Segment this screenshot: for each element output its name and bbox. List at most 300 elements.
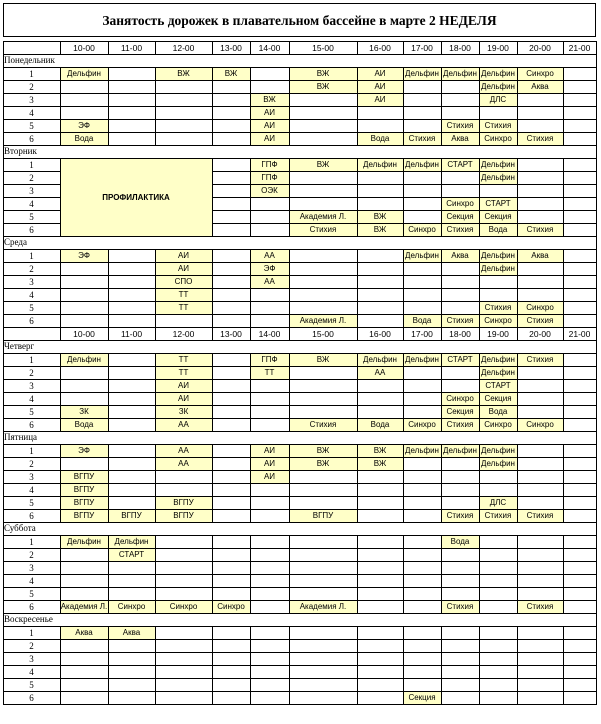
booking-cell[interactable]: Стихия	[526, 316, 554, 325]
time-header: 20-00	[529, 42, 551, 53]
grid-line-v	[441, 626, 442, 705]
booking-cell[interactable]: Аква	[451, 251, 469, 260]
booking-cell[interactable]: Дельфин	[481, 459, 515, 468]
booking-cell[interactable]: Синхро	[526, 69, 554, 78]
booking-cell[interactable]: Академия Л.	[60, 602, 108, 611]
booking-cell[interactable]: АА	[374, 368, 386, 377]
booking-cell[interactable]: АИ	[177, 381, 190, 390]
grid-line-h	[3, 496, 596, 497]
booking-cell[interactable]: Академия Л.	[299, 316, 347, 325]
grid-line-v	[250, 158, 251, 237]
booking-cell[interactable]: Синхро	[446, 394, 474, 403]
booking-cell[interactable]: Вода	[450, 537, 470, 546]
grid-line-v	[479, 444, 480, 523]
booking-cell[interactable]: ВЖ	[316, 355, 330, 364]
booking-cell[interactable]: Стихия	[484, 121, 512, 130]
booking-cell[interactable]: Стихия	[446, 121, 474, 130]
grid-line-h	[3, 67, 596, 68]
grid-line-v	[289, 444, 290, 523]
grid-line-v	[563, 444, 564, 523]
booking-cell[interactable]: Дельфин	[481, 173, 515, 182]
booking-cell[interactable]: АА	[178, 459, 189, 468]
grid-line-v	[441, 158, 442, 237]
booking-cell[interactable]: ГПФ	[261, 355, 278, 364]
time-header: 21-00	[568, 328, 591, 339]
booking-cell[interactable]: Стихия	[484, 303, 512, 312]
grid-line-h	[3, 184, 60, 185]
booking-cell[interactable]: Стихия	[446, 511, 474, 520]
booking-cell[interactable]: Дельфин	[443, 446, 477, 455]
grid-line-v	[596, 41, 597, 705]
lane-number: 5	[29, 406, 34, 417]
booking-cell[interactable]: Секция	[446, 407, 474, 416]
booking-cell[interactable]: Стихия	[446, 602, 474, 611]
grid-line-h	[3, 41, 596, 42]
booking-cell[interactable]: АИ	[374, 95, 386, 104]
grid-line-v	[403, 41, 404, 55]
booking-cell[interactable]: Дельфин	[481, 355, 515, 364]
booking-cell[interactable]: Синхро	[484, 316, 512, 325]
grid-line-v	[250, 353, 251, 432]
time-header: 12-00	[172, 42, 195, 53]
grid-line-v	[108, 535, 109, 614]
grid-line-v	[212, 626, 213, 705]
time-header: 15-00	[312, 328, 334, 339]
grid-line-v	[3, 41, 4, 705]
booking-cell[interactable]: ВЖ	[373, 212, 387, 221]
grid-line-h	[3, 327, 596, 328]
lane-number: 2	[29, 172, 34, 183]
grid-line-v	[563, 158, 564, 237]
booking-cell[interactable]: Дельфин	[481, 251, 515, 260]
grid-line-h	[3, 145, 596, 146]
booking-cell[interactable]: АИ	[177, 251, 190, 260]
booking-cell[interactable]: ВГПУ	[173, 511, 194, 520]
grid-line-v	[155, 535, 156, 614]
booking-cell[interactable]: АИ	[263, 108, 276, 117]
grid-line-h	[3, 535, 596, 536]
booking-cell[interactable]: ВГПУ	[121, 511, 142, 520]
grid-line-v	[441, 41, 442, 55]
booking-cell[interactable]: Стихия	[526, 225, 554, 234]
grid-line-h	[3, 379, 596, 380]
booking-cell[interactable]: Вода	[74, 134, 94, 143]
maintenance-block[interactable]: ПРОФИЛАКТИКА	[102, 192, 170, 202]
grid-line-v	[108, 249, 109, 341]
grid-line-v	[563, 67, 564, 146]
booking-cell[interactable]: Дельфин	[481, 446, 515, 455]
time-header: 19-00	[487, 328, 509, 339]
time-header: 15-00	[312, 42, 334, 53]
booking-cell[interactable]: Дельфин	[481, 69, 515, 78]
booking-cell[interactable]: Синхро	[217, 602, 245, 611]
day-label: Четверг	[4, 341, 35, 351]
booking-cell[interactable]: Стихия	[309, 225, 337, 234]
grid-line-v	[441, 249, 442, 341]
day-label: Среда	[4, 237, 27, 247]
booking-cell[interactable]: Вода	[370, 420, 390, 429]
booking-cell[interactable]: Синхро	[526, 303, 554, 312]
grid-line-v	[357, 626, 358, 705]
grid-line-h	[3, 405, 596, 406]
grid-line-h	[3, 197, 60, 198]
booking-cell[interactable]: Синхро	[408, 420, 436, 429]
time-header: 21-00	[568, 42, 591, 53]
booking-cell[interactable]: Вода	[74, 420, 94, 429]
grid-line-v	[212, 249, 213, 341]
booking-cell[interactable]: Синхро	[408, 225, 436, 234]
grid-line-v	[479, 535, 480, 614]
grid-line-v	[60, 444, 61, 523]
lane-number: 1	[29, 250, 34, 261]
grid-line-h	[3, 353, 596, 354]
grid-line-v	[212, 444, 213, 523]
booking-cell[interactable]: ВЖ	[373, 459, 387, 468]
time-header: 12-00	[172, 328, 195, 339]
lane-number: 3	[29, 380, 34, 391]
lane-number: 6	[29, 601, 34, 612]
booking-cell[interactable]: Дельфин	[363, 355, 397, 364]
grid-line-v	[155, 249, 156, 341]
grid-line-v	[403, 67, 404, 146]
booking-cell[interactable]: ВГПУ	[312, 511, 334, 520]
booking-cell[interactable]: Секция	[484, 394, 512, 403]
day-label: Суббота	[4, 523, 36, 533]
grid-line-v	[563, 249, 564, 341]
booking-cell[interactable]: СТАРТ	[485, 381, 511, 390]
lane-number: 5	[29, 497, 34, 508]
grid-line-h	[3, 626, 596, 627]
grid-line-v	[517, 67, 518, 146]
booking-cell[interactable]: Стихия	[526, 355, 554, 364]
grid-line-v	[357, 444, 358, 523]
grid-line-v	[60, 67, 61, 146]
booking-cell[interactable]: ЭФ	[78, 251, 90, 260]
booking-cell[interactable]: Вода	[412, 316, 432, 325]
grid-line-h	[3, 119, 596, 120]
lane-number: 6	[29, 692, 34, 703]
booking-cell[interactable]: Синхро	[484, 420, 512, 429]
grid-line-v	[403, 353, 404, 432]
lane-number: 6	[29, 315, 34, 326]
time-header: 17-00	[411, 42, 433, 53]
grid-line-h	[3, 704, 596, 705]
booking-cell[interactable]: Стихия	[526, 511, 554, 520]
booking-cell[interactable]: Дельфин	[481, 82, 515, 91]
booking-cell[interactable]: Стихия	[526, 602, 554, 611]
grid-line-h	[3, 210, 60, 211]
time-header: 14-00	[258, 42, 281, 53]
grid-line-v	[289, 249, 290, 341]
booking-cell[interactable]: АА	[264, 277, 275, 286]
grid-line-h	[3, 470, 596, 471]
booking-cell[interactable]: ВЖ	[316, 446, 330, 455]
booking-cell[interactable]: АИ	[374, 69, 386, 78]
booking-cell[interactable]: АА	[178, 420, 189, 429]
booking-cell[interactable]: ЗК	[178, 407, 189, 416]
booking-cell[interactable]: ВГПУ	[73, 485, 95, 494]
lane-number: 6	[29, 133, 34, 144]
booking-cell[interactable]: ВГПУ	[73, 511, 95, 520]
grid-line-v	[403, 249, 404, 341]
grid-line-h	[3, 80, 596, 81]
booking-cell[interactable]: Вода	[370, 134, 390, 143]
time-header: 16-00	[369, 42, 391, 53]
booking-cell[interactable]: АА	[264, 251, 275, 260]
booking-cell[interactable]: ЭФ	[78, 121, 90, 130]
booking-cell[interactable]: Стихия	[408, 134, 436, 143]
booking-cell[interactable]: АИ	[177, 394, 190, 403]
booking-cell[interactable]: ВЖ	[224, 69, 238, 78]
day-label: Воскресенье	[4, 614, 53, 624]
time-header: 11-00	[120, 42, 143, 53]
grid-line-v	[212, 353, 213, 432]
grid-line-h	[3, 431, 596, 432]
grid-line-h	[3, 639, 596, 640]
booking-cell[interactable]: ВЖ	[263, 95, 276, 104]
grid-line-v	[357, 249, 358, 341]
grid-line-v	[250, 249, 251, 341]
grid-line-v	[155, 444, 156, 523]
grid-line-h	[3, 509, 596, 510]
grid-line-h	[3, 574, 596, 575]
booking-cell[interactable]: Дельфин	[363, 160, 397, 169]
grid-line-h	[3, 457, 596, 458]
grid-line-h	[3, 444, 596, 445]
booking-cell[interactable]: ВГПУ	[73, 472, 95, 481]
booking-cell[interactable]: ВГПУ	[173, 498, 194, 507]
booking-cell[interactable]: Аква	[122, 628, 141, 637]
grid-line-v	[108, 353, 109, 432]
lane-number: 4	[29, 107, 34, 118]
booking-cell[interactable]: АИ	[263, 472, 276, 481]
booking-cell[interactable]: ГПФ	[261, 173, 278, 182]
lane-number: 3	[29, 185, 34, 196]
grid-line-v	[517, 158, 518, 237]
lane-number: 3	[29, 471, 34, 482]
grid-line-h	[3, 548, 596, 549]
grid-line-h	[3, 223, 60, 224]
booking-cell[interactable]: СПО	[174, 277, 193, 286]
lane-number: 5	[29, 679, 34, 690]
grid-line-v	[517, 353, 518, 432]
grid-line-h	[3, 275, 596, 276]
lane-number: 2	[29, 367, 34, 378]
booking-cell[interactable]: Синхро	[169, 602, 198, 611]
booking-cell[interactable]: Стихия	[446, 225, 474, 234]
booking-cell[interactable]: АИ	[263, 459, 276, 468]
booking-cell[interactable]: АИ	[263, 134, 276, 143]
booking-cell[interactable]: Вода	[488, 407, 508, 416]
grid-line-v	[108, 444, 109, 523]
grid-line-v	[517, 41, 518, 55]
booking-cell[interactable]: ЗК	[79, 407, 89, 416]
booking-cell[interactable]: Дельфин	[443, 69, 477, 78]
lane-number: 5	[29, 588, 34, 599]
grid-line-v	[250, 444, 251, 523]
booking-cell[interactable]: Синхро	[484, 134, 512, 143]
grid-line-h	[3, 522, 596, 523]
grid-line-v	[60, 535, 61, 614]
grid-line-v	[289, 41, 290, 55]
grid-line-h	[3, 561, 596, 562]
booking-cell[interactable]: Синхро	[117, 602, 146, 611]
booking-cell[interactable]: Дельфин	[405, 160, 439, 169]
grid-line-v	[441, 535, 442, 614]
booking-cell[interactable]: ТТ	[264, 368, 275, 377]
booking-cell[interactable]: СТАРТ	[118, 550, 145, 559]
booking-cell[interactable]: СТАРТ	[447, 160, 473, 169]
booking-cell[interactable]: АИ	[263, 446, 276, 455]
grid-line-v	[212, 67, 213, 146]
grid-line-h	[3, 54, 596, 55]
grid-line-v	[289, 535, 290, 614]
lane-number: 6	[29, 419, 34, 430]
booking-cell[interactable]: ВЖ	[177, 69, 190, 78]
booking-cell[interactable]: Академия Л.	[299, 602, 347, 611]
grid-line-h	[3, 106, 596, 107]
booking-cell[interactable]: Стихия	[446, 316, 474, 325]
booking-cell[interactable]: Дельфин	[405, 251, 439, 260]
time-header: 13-00	[220, 328, 242, 339]
grid-line-v	[563, 535, 564, 614]
lane-number: 2	[29, 81, 34, 92]
lane-number: 1	[29, 354, 34, 365]
grid-line-v	[108, 626, 109, 705]
booking-cell[interactable]: ВЖ	[316, 82, 330, 91]
grid-line-v	[212, 535, 213, 614]
day-label: Пятница	[4, 432, 38, 442]
booking-cell[interactable]: Аква	[451, 134, 469, 143]
grid-line-v	[403, 444, 404, 523]
grid-line-v	[60, 158, 61, 237]
booking-cell[interactable]: Дельфин	[481, 264, 515, 273]
grid-line-h	[3, 314, 596, 315]
booking-cell[interactable]: Стихия	[309, 420, 337, 429]
grid-line-v	[250, 626, 251, 705]
booking-cell[interactable]: Дельфин	[67, 537, 101, 546]
grid-line-v	[108, 67, 109, 146]
lane-number: 1	[29, 536, 34, 547]
grid-line-v	[60, 249, 61, 341]
booking-cell[interactable]: СТАРТ	[485, 199, 511, 208]
grid-line-v	[479, 158, 480, 237]
booking-cell[interactable]: АИ	[374, 82, 386, 91]
booking-cell[interactable]: ЭФ	[263, 264, 276, 273]
lane-number: 3	[29, 653, 34, 664]
grid-line-v	[563, 353, 564, 432]
booking-cell[interactable]: Дельфин	[481, 368, 515, 377]
grid-line-h	[212, 197, 596, 198]
grid-line-v	[479, 626, 480, 705]
booking-cell[interactable]: Дельфин	[114, 537, 149, 546]
grid-line-h	[212, 171, 596, 172]
grid-line-v	[60, 353, 61, 432]
booking-cell[interactable]: Стихия	[526, 134, 554, 143]
booking-cell[interactable]: ВЖ	[316, 160, 330, 169]
booking-cell[interactable]: Дельфин	[405, 355, 439, 364]
booking-cell[interactable]: Аква	[531, 82, 549, 91]
booking-cell[interactable]: Стихия	[446, 420, 474, 429]
booking-cell[interactable]: Вода	[488, 225, 508, 234]
lane-number: 4	[29, 198, 34, 209]
booking-cell[interactable]: ТТ	[178, 355, 189, 364]
booking-cell[interactable]: Дельфин	[405, 69, 439, 78]
booking-cell[interactable]: АИ	[263, 121, 276, 130]
booking-cell[interactable]: ТТ	[178, 368, 189, 377]
booking-cell[interactable]: Аква	[531, 251, 549, 260]
booking-cell[interactable]: ДЛС	[489, 498, 507, 507]
time-header: 20-00	[529, 328, 551, 339]
time-header: 17-00	[411, 328, 433, 339]
lane-number: 1	[29, 627, 34, 638]
booking-cell[interactable]: Дельфин	[405, 446, 439, 455]
grid-line-v	[155, 67, 156, 146]
grid-line-v	[357, 353, 358, 432]
lane-number: 4	[29, 666, 34, 677]
grid-line-h	[3, 158, 596, 159]
grid-line-v	[357, 67, 358, 146]
booking-cell[interactable]: ВЖ	[373, 446, 387, 455]
booking-cell[interactable]: Синхро	[526, 420, 554, 429]
booking-cell[interactable]: ДЛС	[489, 95, 507, 104]
grid-line-v	[289, 67, 290, 146]
grid-line-h	[3, 613, 596, 614]
booking-cell[interactable]: Дельфин	[67, 355, 101, 364]
booking-cell[interactable]: АА	[178, 446, 189, 455]
booking-cell[interactable]: ГПФ	[261, 160, 278, 169]
booking-cell[interactable]: ТТ	[178, 290, 189, 299]
grid-line-v	[155, 41, 156, 55]
grid-line-h	[3, 392, 596, 393]
booking-cell[interactable]: Академия Л.	[299, 212, 347, 221]
booking-cell[interactable]: ВЖ	[316, 69, 330, 78]
lane-number: 3	[29, 94, 34, 105]
grid-line-v	[563, 41, 564, 55]
booking-cell[interactable]: ВГПУ	[73, 498, 95, 507]
grid-line-v	[563, 626, 564, 705]
grid-line-v	[357, 41, 358, 55]
booking-cell[interactable]: ТТ	[178, 303, 189, 312]
booking-cell[interactable]: Секция	[408, 693, 436, 702]
booking-cell[interactable]: Дельфин	[481, 160, 515, 169]
booking-cell[interactable]: ВЖ	[316, 459, 330, 468]
booking-cell[interactable]: ЭФ	[78, 446, 90, 455]
booking-cell[interactable]: СТАРТ	[447, 355, 473, 364]
grid-line-v	[403, 626, 404, 705]
booking-cell[interactable]: Секция	[446, 212, 474, 221]
lane-number: 5	[29, 302, 34, 313]
day-label: Вторник	[4, 146, 37, 156]
grid-line-h	[3, 366, 596, 367]
booking-cell[interactable]: ВЖ	[373, 225, 387, 234]
booking-cell[interactable]: Секция	[484, 212, 512, 221]
page-title: Занятость дорожек в плавательном бассейне в марте 2 НЕДЕЛЯ	[102, 13, 497, 28]
grid-line-v	[60, 41, 61, 55]
booking-cell[interactable]: АИ	[177, 264, 190, 273]
lane-number: 6	[29, 224, 34, 235]
booking-cell[interactable]: ОЭК	[261, 186, 278, 195]
booking-cell[interactable]: Аква	[75, 628, 93, 637]
grid-line-v	[479, 67, 480, 146]
grid-line-v	[403, 535, 404, 614]
booking-cell[interactable]: Синхро	[446, 199, 474, 208]
booking-cell[interactable]: Дельфин	[67, 69, 101, 78]
grid-line-v	[441, 353, 442, 432]
lane-number: 1	[29, 445, 34, 456]
grid-line-v	[289, 158, 290, 237]
booking-cell[interactable]: Стихия	[484, 511, 512, 520]
